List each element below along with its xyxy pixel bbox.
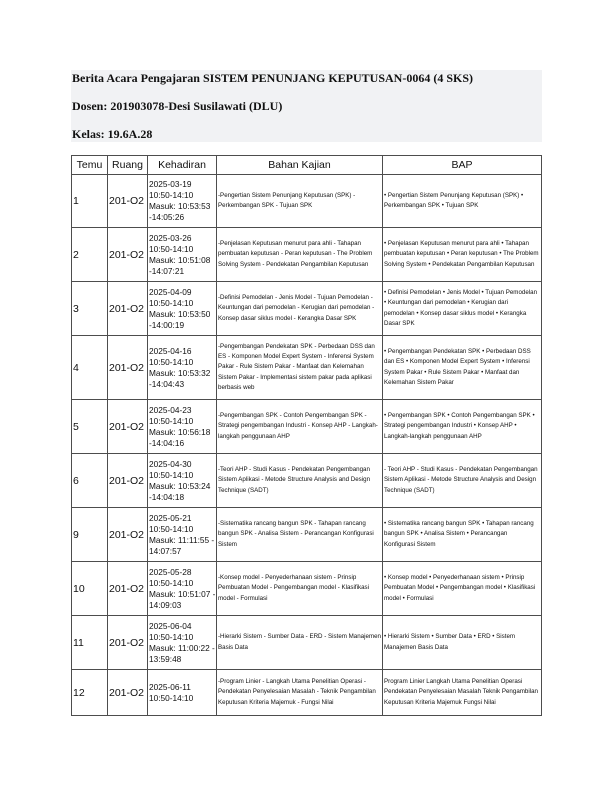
cell-ruang: 201-O2 (108, 400, 148, 454)
cell-kehadiran (148, 228, 217, 282)
cell-ruang: 201-O2 (108, 228, 148, 282)
kehadiran-jam: 10:50-14:10 (149, 356, 194, 367)
kehadiran-jam: 10:50-14:10 (149, 631, 194, 642)
kehadiran-tanggal: 2025-06-11 (149, 681, 191, 692)
cell-bap: • Pengertian Sistem Penunjang Keputusan (SPK) • Perkembangan SPK • Tujuan SPK (383, 175, 542, 228)
cell-bap: • Definisi Pemodelan • Jenis Model • Tujuan Pemodelan • Keuntungan dari pemodelan • Kerugian dari pemodelan • Konsep dasar siklus model • Kerangka Dasar SPK (383, 282, 542, 336)
cell-kehadiran (148, 508, 217, 562)
cell-temu: 9 (72, 508, 108, 562)
kehadiran-masuk: Masuk: 10:51:08 (149, 254, 211, 265)
cell-bahan-kajian: -Pengembangan Pendekatan SPK - Perbedaan DSS dan ES - Komponen Model Expert System - Inferensi System Pakar - Rule Sistem Pakar - Manfaat dan Kelemahan Sistem Pakar - Implementasi sistem pakar pada aplikasi berbasis web (217, 336, 383, 400)
cell-ruang: 201-O2 (108, 336, 148, 400)
cell-temu: 6 (72, 454, 108, 508)
kehadiran-tanggal: 2025-06-04 (149, 620, 192, 631)
cell-temu: 11 (72, 616, 108, 670)
cell-bahan-kajian: -Program Linier - Langkah Utama Penelitian Operasi - Pendekatan Penyelesaian Masalah - Teknik Pengambilan Keputusan Kriteria Majemuk - Fungsi Nilai (217, 670, 383, 716)
cell-ruang: 201-O2 (108, 670, 148, 716)
cell-bap: • Sistematika rancang bangun SPK • Tahapan rancang bangun SPK • Analisa Sistem • Perancangan Konfigurasi Sistem (383, 508, 542, 562)
cell-kehadiran (148, 282, 217, 336)
table-header-row (72, 156, 542, 175)
kehadiran-jam: 10:50-14:10 (149, 577, 194, 588)
cell-kehadiran (148, 562, 217, 616)
cell-ruang: 201-O2 (108, 175, 148, 228)
cell-temu: 12 (72, 670, 108, 716)
table-row (72, 508, 542, 562)
table-row (72, 175, 542, 228)
cell-bahan-kajian: -Definisi Pemodelan - Jenis Model - Tujuan Pemodelan - Keuntungan dari pemodelan - Kerugian dari pemodelan - Konsep dasar siklus model - Kerangka Dasar SPK (217, 282, 383, 336)
cell-bap: • Hierarki Sistem • Sumber Data • ERD • Sistem Manajemen Basis Data (383, 616, 542, 670)
table-row (72, 228, 542, 282)
kehadiran-tanggal: 2025-04-16 (149, 345, 192, 356)
document-title: Berita Acara Pengajaran SISTEM PENUNJANG KEPUTUSAN-0064 (4 SKS) (72, 71, 473, 85)
cell-bap: • Pengembangan Pendekatan SPK • Perbedaan DSS dan ES • Komponen Model Expert System • Inferensi System Pakar • Rule Sistem Pakar • Manfaat dan Kelemahan Sistem Pakar (383, 336, 542, 400)
kehadiran-masuk: Masuk: 10:56:18 (149, 426, 211, 437)
kehadiran-keluar: -14:04:18 (149, 491, 185, 502)
cell-temu: 5 (72, 400, 108, 454)
kehadiran-masuk: Masuk: 10:53:50 (149, 308, 211, 319)
table-row (72, 616, 542, 670)
cell-bap: - Teori AHP - Studi Kasus - Pendekatan Pengembangan Sistem Aplikasi - Metode Structure Analysis and Design Technique (SADT) (383, 454, 542, 508)
cell-bahan-kajian: -Hierarki Sistem - Sumber Data - ERD - Sistem Manajemen Basis Data (217, 616, 383, 670)
kehadiran-jam: 10:50-14:10 (149, 415, 194, 426)
table-row (72, 282, 542, 336)
kehadiran-keluar: -14:05:26 (149, 212, 185, 222)
cell-ruang: 201-O2 (108, 454, 148, 508)
cell-bahan-kajian: -Pengertian Sistem Penunjang Keputusan (SPK) - Perkembangan SPK - Tujuan SPK (217, 175, 383, 228)
cell-temu: 2 (72, 228, 108, 282)
kehadiran-keluar: -14:04:43 (149, 378, 185, 389)
attendance-table (71, 155, 542, 716)
cell-kehadiran (148, 616, 217, 670)
header-ruang: Ruang (108, 156, 148, 175)
kehadiran-tanggal: 2025-03-26 (149, 232, 192, 243)
cell-temu: 4 (72, 336, 108, 400)
cell-bap: • Konsep model • Penyederhanaan sistem • Prinsip Pembuatan Model • Pengembangan model • Klasifikasi model • Formulasi (383, 562, 542, 616)
kehadiran-tanggal: 2025-04-23 (149, 404, 192, 415)
table-row (72, 336, 542, 400)
kehadiran-keluar: 14:07:57 (149, 545, 182, 556)
table-row (72, 454, 542, 508)
cell-bahan-kajian: -Penjelasan Keputusan menurut para ahli - Tahapan pembuatan keputusan - Peran keputusan - The Problem Solving System - Pendekatan Pengambilan Keputusan (217, 228, 383, 282)
cell-kehadiran (148, 454, 217, 508)
table-row (72, 670, 542, 716)
kehadiran-jam: 10:50-14:10 (149, 469, 194, 480)
kehadiran-masuk: Masuk: 10:53:32 (149, 367, 211, 378)
cell-bap: Program Linier Langkah Utama Penelitian Operasi Pendekatan Penyelesaian Masalah Teknik Pengambilan Keputusan Kriteria Majemuk Fungsi Nilai (383, 670, 542, 716)
kehadiran-tanggal: 2025-05-21 (149, 512, 192, 523)
kehadiran-keluar: 14:09:03 (149, 599, 182, 610)
cell-temu: 10 (72, 562, 108, 616)
cell-ruang: 201-O2 (108, 282, 148, 336)
cell-temu: 3 (72, 282, 108, 336)
kehadiran-jam: 10:50-14:10 (149, 190, 194, 200)
header-temu: Temu (72, 156, 108, 175)
kehadiran-tanggal: 2025-03-19 (149, 179, 192, 189)
kehadiran-masuk: Masuk: 11:00:22 - (149, 642, 215, 653)
kehadiran-masuk: Masuk: 11:11:55 - (149, 534, 215, 545)
cell-temu: 1 (72, 175, 108, 228)
table-row (72, 400, 542, 454)
cell-ruang: 201-O2 (108, 562, 148, 616)
cell-kehadiran (148, 175, 217, 228)
kehadiran-masuk: Masuk: 10:53:24 (149, 480, 211, 491)
cell-bahan-kajian: -Pengembangan SPK - Contoh Pengembangan SPK - Strategi pengembangan Industri - Konsep AHP - Langkah-langkah penggunaan AHP (217, 400, 383, 454)
cell-kehadiran (148, 670, 217, 716)
cell-kehadiran (148, 400, 217, 454)
lecturer-line: Dosen: 201903078-Desi Susilawati (DLU) (72, 99, 283, 113)
kehadiran-masuk: Masuk: 10:51:07 - (149, 588, 216, 599)
header-bahan-kajian: Bahan Kajian (217, 156, 383, 175)
kehadiran-keluar: -14:07:21 (149, 265, 185, 276)
kehadiran-keluar: -14:00:19 (149, 319, 185, 330)
header-kehadiran: Kehadiran (148, 156, 217, 175)
cell-bahan-kajian: -Sistematika rancang bangun SPK - Tahapan rancang bangun SPK - Analisa Sistem - Perancangan Konfigurasi Sistem (217, 508, 383, 562)
kehadiran-keluar: -14:04:16 (149, 437, 185, 448)
class-line: Kelas: 19.6A.28 (72, 127, 153, 141)
cell-bap: • Penjelasan Keputusan menurut para ahli • Tahapan pembuatan keputusan • Peran keputusan • The Problem Solving System • Pendekatan Pengambilan Keputusan (383, 228, 542, 282)
cell-kehadiran (148, 336, 217, 400)
kehadiran-jam: 10:50-14:10 (149, 297, 194, 308)
header-bap: BAP (383, 156, 542, 175)
kehadiran-tanggal: 2025-05-28 (149, 566, 192, 577)
kehadiran-jam: 10:50-14:10 (149, 523, 194, 534)
kehadiran-jam: 10:50-14:10 (149, 243, 194, 254)
kehadiran-jam: 10:50-14:10 (149, 692, 194, 703)
cell-bap: • Pengembangan SPK • Contoh Pengembangan SPK • Strategi pengembangan Industri • Konsep AHP • Langkah-langkah penggunaan AHP (383, 400, 542, 454)
kehadiran-masuk: Masuk: 10:53:53 (149, 201, 211, 211)
table-row (72, 562, 542, 616)
kehadiran-keluar: 13:59:48 (149, 653, 182, 664)
cell-bahan-kajian: -Teori AHP - Studi Kasus - Pendekatan Pengembangan Sistem Aplikasi - Metode Structure Analysis and Design Technique (SADT) (217, 454, 383, 508)
cell-ruang: 201-O2 (108, 616, 148, 670)
kehadiran-tanggal: 2025-04-30 (149, 458, 192, 469)
kehadiran-tanggal: 2025-04-09 (149, 286, 192, 297)
cell-ruang: 201-O2 (108, 508, 148, 562)
cell-bahan-kajian: -Konsep model - Penyederhanaan sistem - Prinsip Pembuatan Model - Pengembangan model - Klasifikasi model - Formulasi (217, 562, 383, 616)
